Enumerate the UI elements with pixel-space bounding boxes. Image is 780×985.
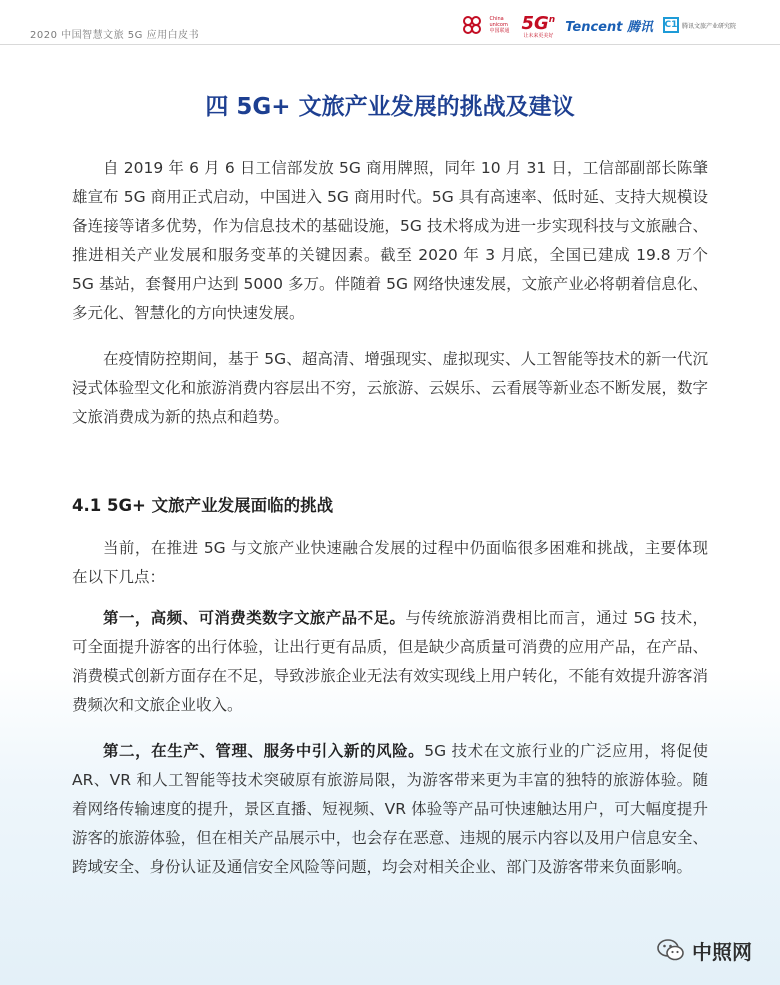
- china-unicom-logo: [459, 12, 511, 38]
- paragraph-intro-2: 在疫情防控期间，基于 5G、超高清、增强现实、虚拟现实、人工智能等技术的新一代沉浸式体验型文化和旅游消费内容层出不穷，云旅游、云娱乐、云看展等新业态不断发展，数字文旅消费成为新的热点和趋势。: [72, 350, 708, 426]
- chapter-title: 四 5G+ 文旅产业发展的挑战及建议: [205, 94, 575, 120]
- fiveg-logo-slogan: 让未来更美好: [523, 33, 554, 39]
- unicom-logo-text: China unicom 中国联通: [489, 16, 510, 34]
- institute-mark-icon: C1: [663, 17, 679, 33]
- challenge-point-2: [72, 737, 708, 882]
- challenge-point-1-lead: 第一，高频、可消费类数字文旅产品不足。: [103, 609, 406, 627]
- fiveg-logo-text: 5G: [521, 13, 549, 34]
- fiveg-logo: [521, 11, 555, 39]
- page-header: [0, 0, 780, 45]
- watermark: [656, 935, 752, 965]
- watermark-text: 中照网: [692, 939, 752, 964]
- wechat-icon: [656, 935, 686, 965]
- challenge-point-2-lead: 第二，在生产、管理、服务中引入新的风险。: [103, 742, 425, 760]
- section-intro: 当前，在推进 5G 与文旅产业快速融合发展的过程中仍面临很多困难和挑战，主要体现在以下几点：: [72, 539, 708, 586]
- challenge-point-2-body: 5G 技术在文旅行业的广泛应用，将促使 AR、VR 和人工智能等技术突破原有旅游局限，为游客带来更为丰富的独特的旅游体验。随着网络传输速度的提升，景区直播、短视频、VR 体验等产品可快速触达用户，可大幅度提升游客的旅游体验，但在相关产品展示中，也会存在恶意、违规的展示内容以及用户信息安全、跨域安全、身份认证及通信安全风险等问题，均会对相关企业、部门及游客带来负面影响。: [72, 742, 708, 876]
- institute-name: 腾讯文旅产业研究院: [681, 22, 736, 30]
- header-logos: [459, 10, 736, 40]
- section-heading: 4.1 5G+ 文旅产业发展面临的挑战: [72, 496, 334, 515]
- challenge-point-1-body: 与传统旅游消费相比而言，通过 5G 技术，可全面提升游客的出行体验，让出行更有品质，但是缺少高质量可消费的应用产品，在产品、消费模式创新方面存在不足，导致涉旅企业无法有效实现线上用户转化，不能有效提升游客消费频次和文旅企业收入。: [72, 609, 708, 714]
- challenge-point-1: [72, 604, 708, 720]
- tencent-logo: Tencent 腾讯: [565, 19, 653, 35]
- paragraph-intro-1: 自 2019 年 6 月 6 日工信部发放 5G 商用牌照，同年 10 月 31 日，工信部副部长陈肇雄宣布 5G 商用正式启动，中国进入 5G 商用时代。5G 具有高速率、低时延、支持大规模设备连接等诸多优势，作为信息技术的基础设施，5G 技术将成为进一步实现科技与文旅融合、推进相关产业发展和服务变革的关键因素。截至 2020 年 3 月底，全国已建成 19.8 万个 5G 基站，套餐用户达到 5000 多万。伴随着 5G 网络快速发展，文旅产业必将朝着信息化、多元化、智慧化的方向快速发展。: [72, 159, 708, 322]
- fiveg-logo-sup: n: [548, 15, 556, 25]
- institute-logo: [663, 17, 736, 33]
- unicom-knot-icon: [459, 12, 485, 38]
- header-document-title: 2020 中国智慧文旅 5G 应用白皮书: [30, 30, 200, 41]
